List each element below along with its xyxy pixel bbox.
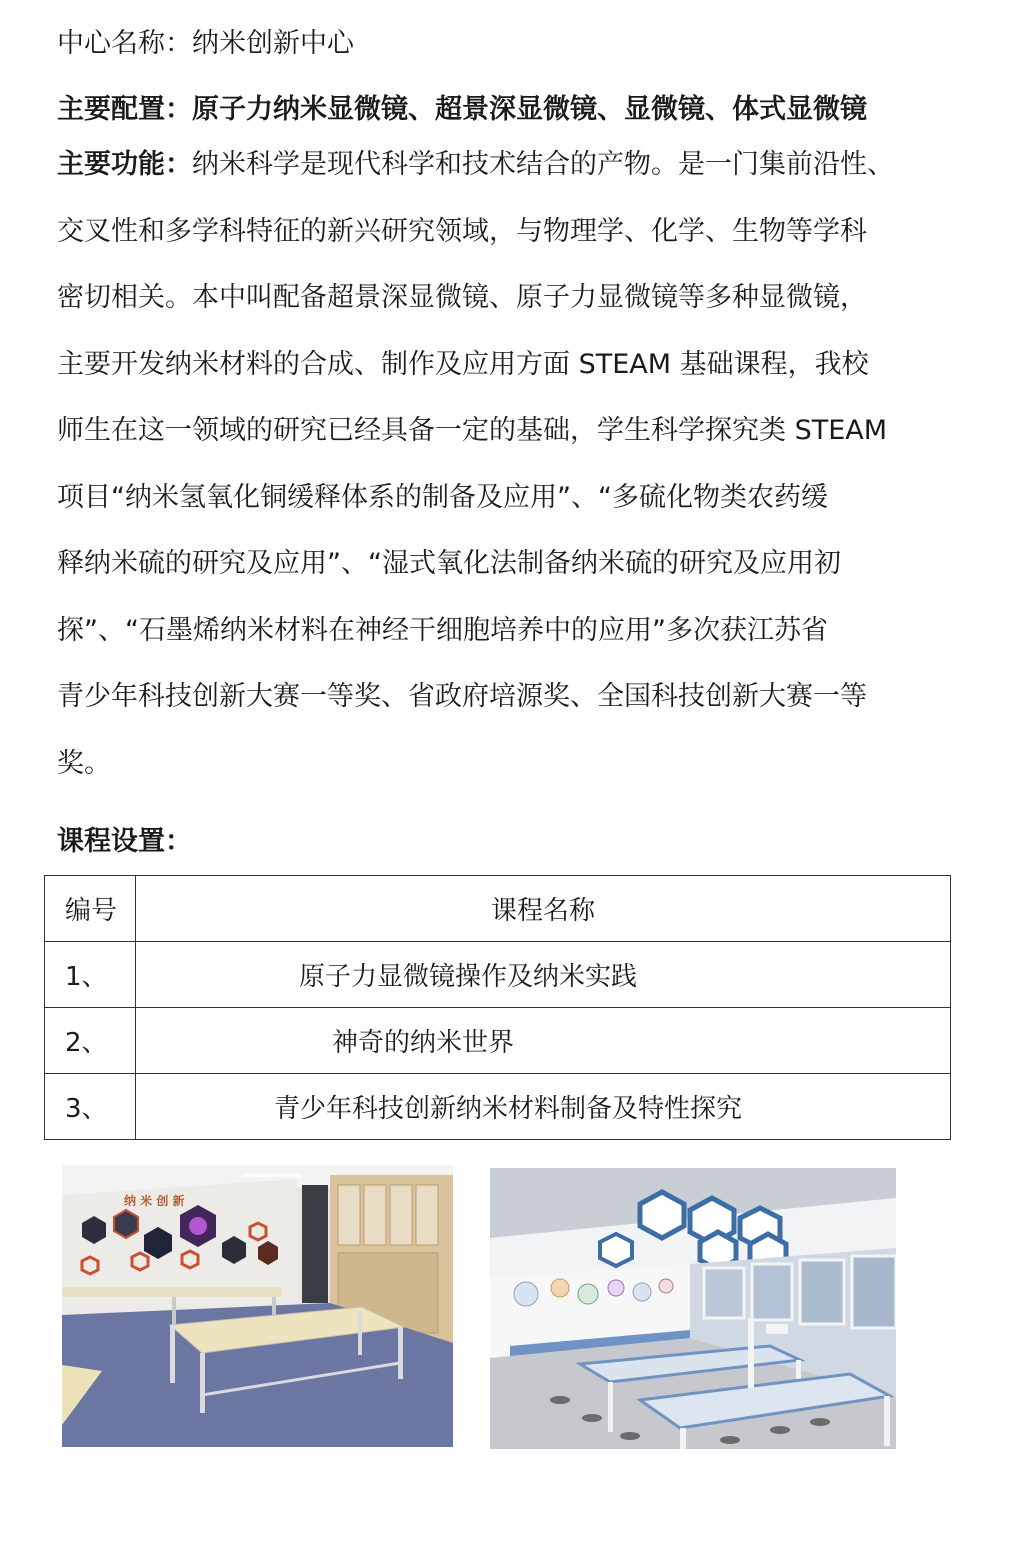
center-name-line [57,22,942,66]
function-line-1: 交叉性和多学科特征的新兴研究领域，与物理学、化学、生物等学科 [57,215,867,247]
center-name-label: 中心名称： [57,28,192,59]
table-row [45,1008,951,1074]
row-name: 原子力显微镜操作及纳米实践 [136,942,951,1008]
table-row [45,942,951,1008]
function-line-5: 项目“纳米氢氧化铜缓释体系的制备及应用”、“多硫化物类农药缓 [57,481,828,513]
row-no: 3、 [45,1074,136,1140]
wall-sign-text: 纳 米 创 新 [124,1194,185,1208]
function-paragraph [57,132,942,797]
header-name: 课程名称 [136,876,951,942]
lab-room-photo [62,1165,453,1447]
row-no: 2、 [45,1008,136,1074]
table-row [45,1074,951,1140]
document-body [57,22,942,797]
function-line-6: 释纳米硫的研究及应用”、“湿式氧化法制备纳米硫的研究及应用初 [57,548,841,579]
function-line-2: 密切相关。本中叫配备超景深显微镜、原子力显微镜等多种显微镜， [57,282,867,313]
courses-heading: 课程设置： [57,826,192,857]
lab-interior-rendering [490,1168,896,1449]
table-header-row [45,876,951,942]
config-line [57,88,942,132]
header-no: 编号 [45,876,136,942]
row-no: 1、 [45,942,136,1008]
function-line-4: 师生在这一领域的研究已经具备一定的基础，学生科学探究类 STEAM [57,415,888,446]
function-line-9: 奖。 [57,747,111,779]
function-line-3: 主要开发纳米材料的合成、制作及应用方面 STEAM 基础课程，我校 [57,348,869,380]
row-name: 神奇的纳米世界 [136,1008,951,1074]
config-label: 主要配置： [57,94,192,125]
function-label: 主要功能： [57,149,192,180]
function-line-8: 青少年科技创新大赛一等奖、省政府培源奖、全国科技创新大赛一等 [57,681,867,712]
config-value: 原子力纳米显微镜、超景深显微镜、显微镜、体式显微镜 [192,94,867,125]
function-line-7: 探”、“石墨烯纳米材料在神经干细胞培养中的应用”多次获江苏省 [57,614,828,646]
function-line-0: 纳米科学是现代科学和技术结合的产物。是一门集前沿性、 [192,149,894,180]
row-name: 青少年科技创新纳米材料制备及特性探究 [136,1074,951,1140]
center-name-value: 纳米创新中心 [192,28,354,59]
courses-table [44,875,951,1140]
